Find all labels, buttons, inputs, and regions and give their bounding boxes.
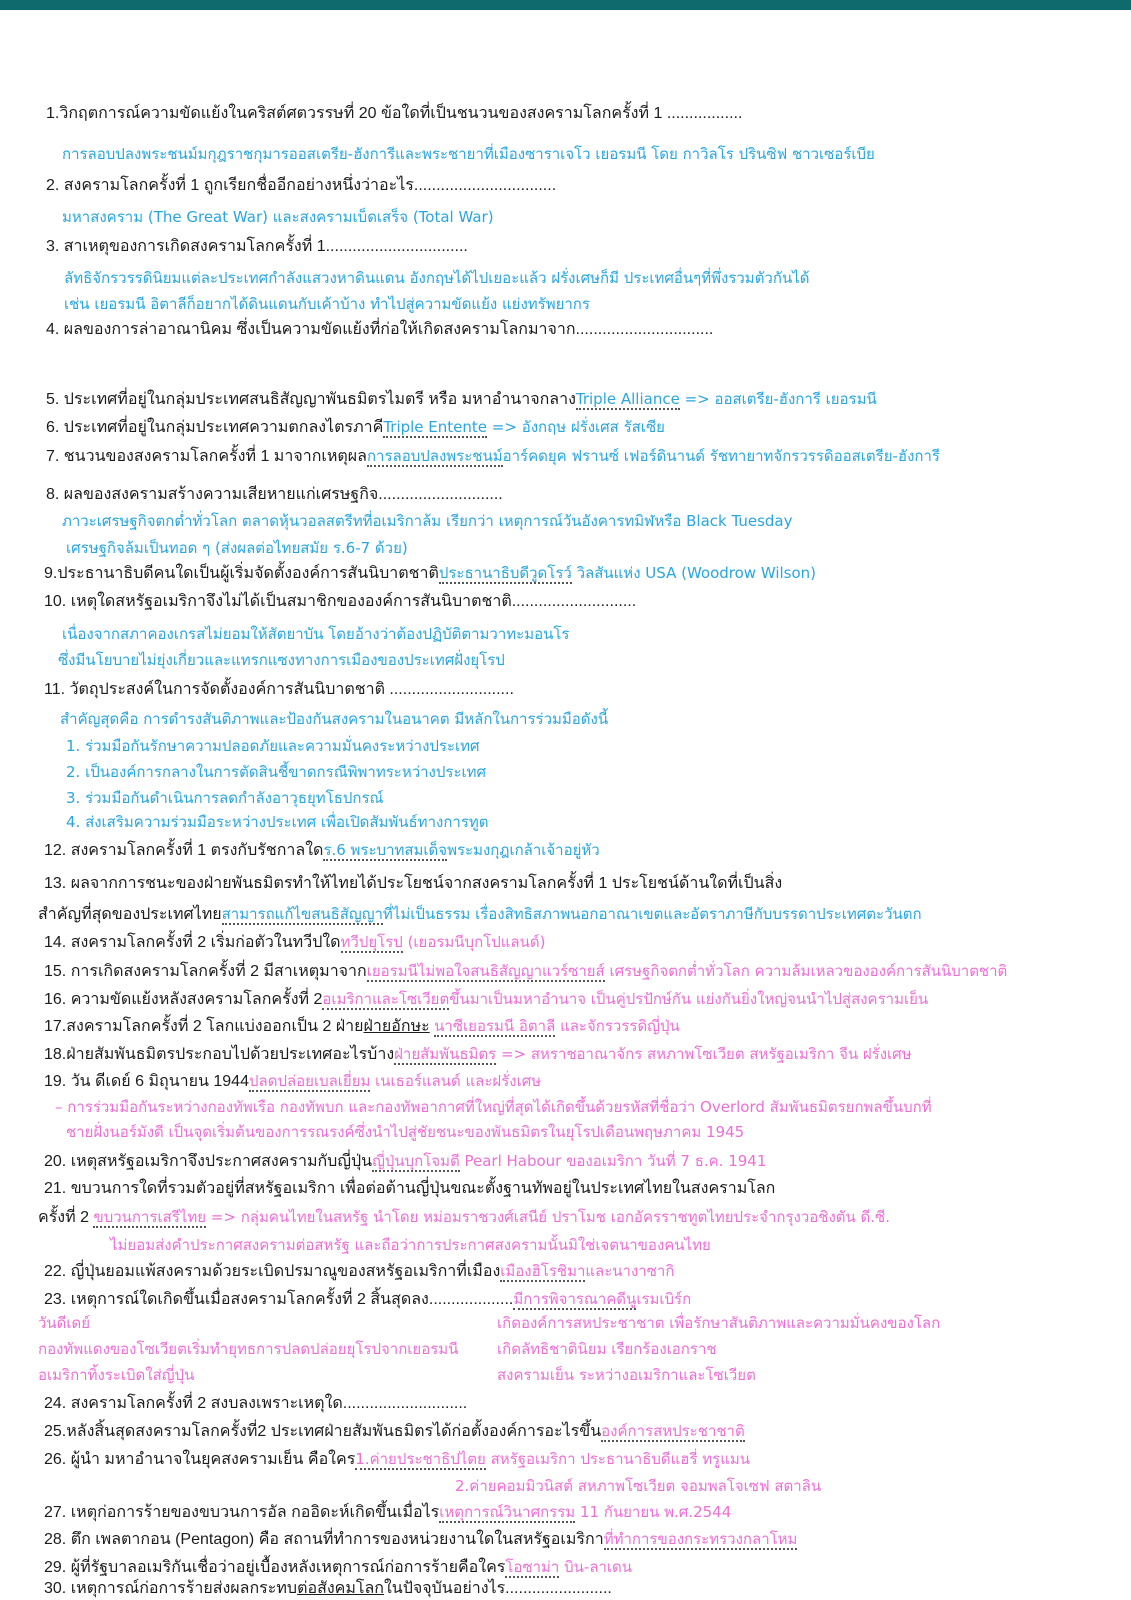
line-a3a <box>64 267 809 290</box>
question-text: 20. เหตุสหรัฐอเมริกาจึงประกาศสงครามกับญี่ปุ่น <box>44 1153 373 1170</box>
line-q15 <box>44 960 1007 983</box>
answer-text: การลอบปลงพระชนม์มกุฎราชกุมารออสเตรีย-ฮังการีและพระชายาที่เมืองซาราเจโว เยอรมนี โดย กาวิลโร ปรินซิฟ ชาวเซอร์เบีย <box>62 145 875 163</box>
line-a8a <box>62 510 793 533</box>
question-text: 4. ผลของการล่าอาณานิคม ซึ่งเป็นความขัดแย้งที่ก่อให้เกิดสงครามโลกมาจาก............................... <box>46 321 714 338</box>
line-q22 <box>44 1260 674 1283</box>
answer-text: วันดีเดย์ <box>38 1314 91 1332</box>
answer-text: (เยอรมนีบุกโปแลนด์) <box>402 933 546 951</box>
question-text: 1.วิกฤตการณ์ความขัดแย้งในคริสต์ศตวรรษที่ 20 ข้อใดที่เป็นชนวนของสงครามโลกครั้งที่ 1 ................. <box>46 105 743 122</box>
question-text: 5. ประเทศที่อยู่ในกลุ่มประเทศสนธิสัญญาพันธมิตรไมตรี หรือ มหาอำนาจกลาง <box>46 391 576 408</box>
answer-text: มหาสงคราม (The Great War) และสงครามเบ็ดเสร็จ (Total War) <box>62 208 494 226</box>
line-a23R2 <box>497 1338 717 1361</box>
line-a19a <box>55 1096 932 1119</box>
line-a23R3 <box>497 1364 756 1387</box>
question-text: 25.หลังสิ้นสุดสงครามโลกครั้งที่2 ประเทศฝ่ายสัมพันธมิตรได้ก่อตั้งองค์การอะไรขึ้น <box>44 1423 602 1440</box>
answer-text: กองทัพแดงของโซเวียตเริ่มทำยุทธการปลดปล่อยยุโรปจากเยอรมนี <box>38 1340 459 1358</box>
answer-text: ไม่ยอมส่งคำประกาศสงครามต่อสหรัฐ และถือว่าการประกาศสงครามนั้นมิใช่เจตนาของคนไทย <box>110 1236 711 1254</box>
answer-text: – การร่วมมือกันระหว่างกองทัพเรือ กองทัพบก และกองทัพอากาศที่ใหญ่ที่สุดได้เกิดขึ้นด้วยรหัสที่ชื่อว่า Overlord สัมพันธมิตรยกพลขึ้นบกที่ <box>55 1098 932 1116</box>
answer-text: ปลดปล่อยเบลเยี่ยม <box>248 1072 371 1090</box>
answer-text: => ออสเตรีย-ฮังการี เยอรมนี <box>679 390 877 408</box>
answer-text: อาร์คดยุค ฟรานซ์ เฟอร์ดินานด์ รัชทายาทจักรวรรดิออสเตรีย-ฮังการี <box>502 447 940 465</box>
answer-text: โอซาม่า <box>505 1558 560 1576</box>
answer-text: ที่ไม่เป็นธรรม เรื่องสิทธิสภาพนอกอาณาเขตและอัตราภาษีกับบรรดาประเทศตะวันตก <box>382 905 922 923</box>
line-a19b <box>66 1121 744 1144</box>
answer-text: เกิดลัทธิชาตินิยม เรียกร้องเอกราช <box>497 1340 717 1358</box>
line-a23L2 <box>38 1338 458 1361</box>
answer-text: เนเธอร์แลนด์ และฝรั่งเศษ <box>370 1072 542 1090</box>
line-q26 <box>44 1448 750 1471</box>
answer-text: ญี่ปุ่นบุกโจมตี <box>372 1152 460 1170</box>
question-text: 24. สงครามโลกครั้งที่ 2 สงบลงเพราะเหตุใด............................ <box>44 1395 468 1412</box>
line-q5 <box>46 388 877 411</box>
answer-text: ภาวะเศรษฐกิจตกต่ำทั่วโลก ตลาดหุ้นวอลสตรีทที่อเมริกาล้ม เรียกว่า เหตุการณ์วันอังคารทมิฬหรือ Black Tuesday <box>62 512 793 530</box>
line-a26b <box>455 1475 821 1498</box>
line-a23L3 <box>38 1364 194 1387</box>
line-a11x1 <box>66 735 480 758</box>
line-q18 <box>44 1043 912 1066</box>
answer-text: ร.6 พระบาทสมเด็จ <box>323 841 448 859</box>
answer-text: เศรษฐกิจล้มเป็นทอด ๆ (ส่งผลต่อไทยสมัย ร.6-7 ด้วย) <box>66 539 408 557</box>
question-text: 27. เหตุก่อการร้ายของขบวนการอัล กออิดะห์เกิดขึ้นเมื่อไร <box>44 1504 440 1521</box>
question-text: 11. วัตถุประสงค์ในการจัดตั้งองค์การสันนิบาตชาติ ............................ <box>44 681 514 698</box>
line-a2 <box>62 206 494 229</box>
question-text: 8. ผลของสงครามสร้างความเสียหายแก่เศรษฐกิจ............................ <box>46 486 503 503</box>
answer-text: ขึ้นมาเป็นมหาอำนาจ เป็นคู่ปรปักษ์กัน แย่งกันยิ่งใหญ่จนนำไปสู่สงครามเย็น <box>449 990 929 1008</box>
line-q14 <box>44 931 545 954</box>
answer-text: 2.ค่ายคอมมิวนิสต์ สหภาพโซเวียต จอมพลโจเซฟ สตาลิน <box>455 1477 822 1495</box>
line-q9 <box>44 562 816 585</box>
answer-text: สามารถแก้ไขสนธิสัญญา <box>221 905 383 923</box>
line-q3 <box>46 236 468 258</box>
line-q16 <box>44 988 928 1011</box>
line-q30 <box>44 1578 612 1600</box>
question-text: 2. สงครามโลกครั้งที่ 1 ถูกเรียกชื่ออีกอย่างหนึ่งว่าอะไร................................ <box>46 177 557 194</box>
answer-text: สหรัฐอเมริกา ประธานาธิบดีแฮรี่ ทรูแมน <box>485 1450 751 1468</box>
question-text: 19. วัน ดีเดย์ 6 มิถุนายน 1944 <box>44 1073 249 1090</box>
answer-text: ลัทธิจักรวรรดินิยมแต่ละประเทศกำลังแสวงหาดินแดน อังกฤษได้ไปเยอะแล้ว ฝรั่งเศษก็มี ประเทศอื่นๆที่พึ่งรวมตัวกันได้ <box>64 269 810 287</box>
answer-text: เศรษฐกิจตกต่ำทั่วโลก ความล้มเหลวขององค์การสันนิบาตชาติ <box>604 962 1008 980</box>
line-q24 <box>44 1393 467 1415</box>
answer-text: พระมงกุฎเกล้าเจ้าอยู่หัว <box>447 841 600 859</box>
answer-text: ที่ทำการของกระทรวงกลาโหม <box>603 1530 798 1548</box>
answer-text: => อังกฤษ ฝรั่งเศส รัสเซีย <box>487 418 665 436</box>
line-a21 <box>110 1234 711 1257</box>
answer-text: อเมริกาและโซเวียต <box>322 990 450 1008</box>
answer-text: ทวีปยุโรป <box>340 933 403 951</box>
line-a11x3 <box>66 787 383 810</box>
question-text: 14. สงครามโลกครั้งที่ 2 เริ่มก่อตัวในทวีปใด <box>44 934 341 951</box>
answer-text: มีการพิจารณาคดีนู <box>513 1290 637 1308</box>
question-text: 17.สงครามโลกครั้งที่ 2 โลกแบ่งออกเป็น 2 ฝ่าย <box>44 1018 364 1035</box>
answer-text: 3. ร่วมมือกันดำเนินการลดกำลังอาวุธยุทโธปกรณ์ <box>66 789 384 807</box>
answer-text: องค์การสหประชาชาติ <box>601 1422 745 1440</box>
question-text: 15. การเกิดสงครามโลกครั้งที่ 2 มีสาเหตุมาจาก <box>44 963 367 980</box>
question-text: 7. ชนวนของสงครามโลกครั้งที่ 1 มาจากเหตุผล <box>46 448 367 465</box>
question-text: สำคัญที่สุดของประเทศไทย <box>38 906 222 923</box>
line-a8b <box>66 537 408 560</box>
line-a10a <box>62 623 569 646</box>
question-text: 29. ผู้ที่รัฐบาลอเมริกันเชื่อว่าอยู่เบื้องหลังเหตุการณ์ก่อการร้ายคือใคร <box>44 1559 506 1576</box>
question-text: ต่อสังคมโลก <box>297 1580 384 1597</box>
answer-text: Triple Entente <box>383 418 488 436</box>
answer-text: และจักรวรรดิญี่ปุ่น <box>555 1017 680 1035</box>
line-q28 <box>44 1528 797 1551</box>
line-q8 <box>46 484 503 506</box>
answer-text: เยอรมนีไม่พอใจสนธิสัญญาแวร์ซายส์ <box>366 962 605 980</box>
answer-text: ซึ่งมีนโยบายไม่ยุ่งเกี่ยวและแทรกแซงทางการเมืองของประเทศฝั่งยุโรป <box>58 651 505 669</box>
answer-text: นาซีเยอรมนี อิตาลี <box>434 1017 556 1035</box>
line-a11i <box>60 708 608 731</box>
line-q21b <box>38 1206 890 1229</box>
question-text: 9.ประธานาธิบดีคนใดเป็นผู้เริ่มจัดตั้งองค์การสันนิบาตชาติ <box>44 565 439 582</box>
line-a23L1 <box>38 1312 90 1335</box>
answer-text: เช่น เยอรมนี อิตาลีก็อยากได้ดินแดนกับเค้าบ้าง ทำไปสู่ความขัดแย้ง แย่งทรัพยากร <box>64 295 590 313</box>
answer-text: สำคัญสุดคือ การดำรงสันติภาพและป้องกันสงครามในอนาคต มีหลักในการร่วมมือดังนี้ <box>60 710 609 728</box>
answer-text: ฝ่ายสัมพันธมิตร <box>394 1045 497 1063</box>
line-a11x2 <box>66 761 486 784</box>
line-a11x4 <box>66 811 489 834</box>
answer-text: เหตุการณ์วินาศกรรม <box>439 1503 576 1521</box>
question-text: 12. สงครามโลกครั้งที่ 1 ตรงกับรัชกาลใด <box>44 842 324 859</box>
answer-text: บิน-ลาเดน <box>559 1558 633 1576</box>
question-text: 22. ญี่ปุ่นยอมแพ้สงครามด้วยระเบิดปรมาณูของสหรัฐอเมริกาที่เมือง <box>44 1263 501 1280</box>
answer-text: และนางาซากิ <box>585 1262 675 1280</box>
question-text: 10. เหตุใดสหรัฐอเมริกาจึงไม่ได้เป็นสมาชิกขององค์การสันนิบาตชาติ............................ <box>44 593 637 610</box>
line-q19 <box>44 1070 541 1093</box>
line-q25 <box>44 1420 745 1443</box>
line-q13b <box>38 903 922 926</box>
question-text: 23. เหตุการณ์ใดเกิดขึ้นเมื่อสงครามโลกครั้งที่ 2 สิ้นสุดลง................... <box>44 1291 514 1308</box>
line-q12 <box>44 839 600 862</box>
answer-text: 11 กันยายน พ.ศ.2544 <box>575 1503 732 1521</box>
question-text: 21. ขบวนการใดที่รวมตัวอยู่ที่สหรัฐอเมริกา เพื่อต่อต้านญี่ปุ่นขณะตั้งฐานทัพอยู่ในประเทศไทยในสงครามโลก <box>44 1180 776 1197</box>
answer-text: Pearl Habour ของอเมริกา วันที่ 7 ธ.ค. 1941 <box>459 1152 767 1170</box>
answer-text: ชายฝั่งนอร์มังดี เป็นจุดเริ่มต้นของการรณรงค์ซึ่งนำไปสู่ชัยชนะของพันธมิตรในยุโรปเดือนพฤษภาคม 1945 <box>66 1123 745 1141</box>
question-text: 30. เหตุการณ์ก่อการร้ายส่งผลกระทบ <box>44 1580 298 1597</box>
line-a1 <box>62 143 875 166</box>
answer-text: เกิดองค์การสหประชาชาต เพื่อรักษาสันติภาพและความมั่นคงของโลก <box>497 1314 941 1332</box>
line-a3b <box>64 293 590 316</box>
answer-text: การลอบปลงพระชนม์ <box>366 447 503 465</box>
answer-text: ขบวนการเสรีไทย <box>93 1208 207 1226</box>
line-q4 <box>46 319 713 341</box>
answer-text: ประธานาธิบดีวูดโรว์ <box>438 564 572 582</box>
line-q29 <box>44 1556 632 1579</box>
question-text: 6. ประเทศที่อยู่ในกลุ่มประเทศความตกลงไตรภาคี <box>46 419 384 436</box>
line-q17 <box>44 1015 680 1038</box>
answer-text: สงครามเย็น ระหว่างอเมริกาและโซเวียต <box>497 1366 756 1384</box>
line-q27 <box>44 1501 731 1524</box>
answer-text: => สหราชอาณาจักร สหภาพโซเวียต สหรัฐอเมริกา จีน ฝรั่งเศษ <box>496 1045 912 1063</box>
question-text: ฝ่ายอักษะ <box>363 1018 430 1035</box>
question-text: 18.ฝ่ายสัมพันธมิตรประกอบไปด้วยประเทศอะไรบ้าง <box>44 1046 395 1063</box>
question-text: 26. ผู้นำ มหาอำนาจในยุคสงครามเย็น คือใคร <box>44 1451 356 1468</box>
line-q23 <box>44 1288 691 1311</box>
line-a10b <box>58 649 505 672</box>
line-q1 <box>46 103 742 125</box>
answer-text: => กลุ่มคนไทยในสหรัฐ นำโดย หม่อมราชวงศ์เสนีย์ ปราโมช เอกอัครราชทูตไทยประจำกรุงวอชิงตัน ดี.ซี. <box>206 1208 891 1226</box>
line-q21a <box>44 1178 775 1200</box>
question-text: 3. สาเหตุของการเกิดสงครามโลกครั้งที่ 1................................ <box>46 238 468 255</box>
answer-text: อเมริกาทิ้งระเบิดใส่ญี่ปุ่น <box>38 1366 195 1384</box>
line-q7 <box>46 445 940 468</box>
question-text: ในปัจจุบันอย่างไร........................ <box>383 1580 612 1597</box>
line-q6 <box>46 416 665 439</box>
top-border-bar <box>0 0 1131 10</box>
answer-text: เมืองฮิโรชิมา <box>500 1262 586 1280</box>
line-q10 <box>44 591 636 613</box>
question-text: 13. ผลจากการชนะของฝ่ายพันธมิตรทำให้ไทยได้ประโยชน์จากสงครามโลกครั้งที่ 1 ประโยชน์ด้านใดที่เป็นสิ่ง <box>44 875 783 892</box>
answer-text: เนื่องจากสภาคองเกรสไม่ยอมให้สัตยาบัน โดยอ้างว่าต้องปฏิบัติตามวาทะมอนโร <box>62 625 570 643</box>
answer-text: 1.ค่ายประชาธิปไตย <box>355 1450 486 1468</box>
question-text: 16. ความขัดแย้งหลังสงครามโลกครั้งที่ 2 <box>44 991 323 1008</box>
line-q2 <box>46 175 556 197</box>
line-a23R1 <box>497 1312 940 1335</box>
answer-text: Triple Alliance <box>575 390 680 408</box>
question-text: ครั้งที่ 2 <box>38 1209 94 1226</box>
line-q20 <box>44 1150 766 1173</box>
line-q13a <box>44 873 782 895</box>
question-text: 28. ตึก เพลตากอน (Pentagon) คือ สถานที่ทำการของหน่วยงานใดในสหรัฐอเมริกา <box>44 1531 604 1548</box>
answer-text: วิลสันแห่ง USA (Woodrow Wilson) <box>571 564 817 582</box>
answer-text: 1. ร่วมมือกันรักษาความปลอดภัยและความมั่นคงระหว่างประเทศ <box>66 737 480 755</box>
answer-text: 4. ส่งเสริมความร่วมมือระหว่างประเทศ เพื่อเปิดสัมพันธ์ทางการทูต <box>66 813 489 831</box>
line-q11 <box>44 679 514 701</box>
answer-text: 2. เป็นองค์การกลางในการตัดสินชี้ขาดกรณีพิพาทระหว่างประเทศ <box>66 763 487 781</box>
answer-text: เรมเบิร์ก <box>636 1290 692 1308</box>
